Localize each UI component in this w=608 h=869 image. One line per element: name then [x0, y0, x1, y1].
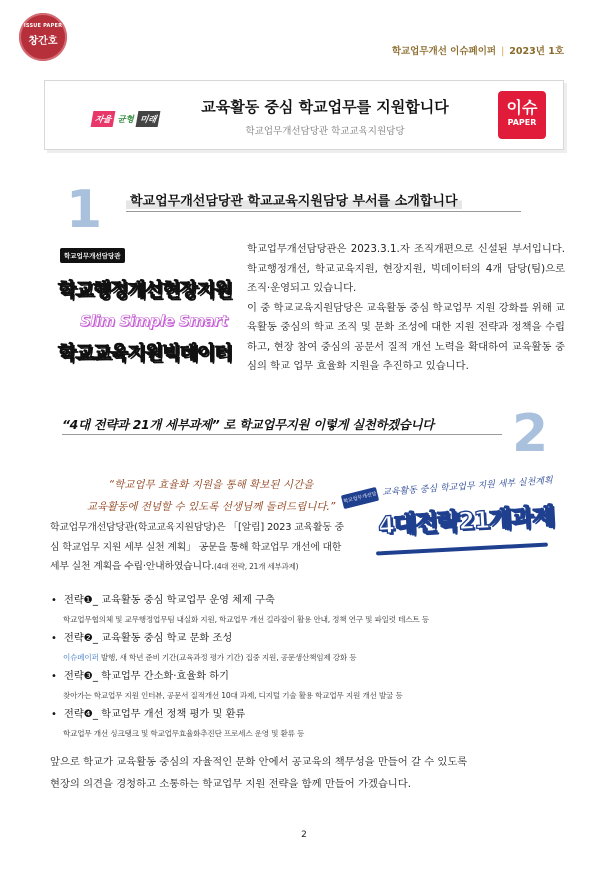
strategy-detail	[50, 611, 570, 629]
seal-bottom-text: 창간호	[28, 36, 58, 47]
section-1-title: 학교업무개선담당관 학교교육지원담당 부서를 소개합니다	[126, 190, 462, 209]
strategy-item	[50, 705, 570, 743]
strategy-detail	[50, 725, 570, 743]
strategy-heading: • 전략❶_ 교육활동 중심 학교업무 운영 체제 구축	[50, 591, 570, 611]
strategy-item	[50, 629, 570, 667]
section-1-underline	[126, 211, 521, 212]
strategy-detail-text: 학교업무협의체 및 교무행정업무팀 내실화 지원, 학교업무 개선 길라잡이 활용 안내, 정책 연구 및 파일럿 테스트 등	[63, 615, 429, 624]
graphic-line-2a: 학교교육지원	[58, 342, 163, 364]
strategy-detail-text: 찾아가는 학교업무 지원 인터뷰, 공문서 질적개선 10대 과제, 디지털 기술 활용 학교업무 지원 개선 발굴 등	[63, 691, 403, 700]
graphic-tag: 학교업무개선담당관	[341, 487, 379, 509]
strategy-detail-highlight: 이슈페이퍼	[63, 653, 99, 662]
graphic-line-2b: 빅데이터	[162, 342, 232, 364]
mission-quote	[66, 474, 356, 518]
strategy-heading: • 전략❷_ 교육활동 중심 학교 문화 조성	[50, 629, 570, 649]
strategy-heading: • 전략❸_ 학교업무 간소화·효율화 하기	[50, 667, 570, 687]
graphic-line-2	[58, 338, 232, 365]
slogan-logo	[92, 107, 164, 123]
strategy-detail-text: 발행, 새 학년 준비 기간(교육과정 평가 기간) 집중 지원, 공문생산책임제 강화 등	[98, 653, 357, 662]
publication-name: 학교업무개선 이슈페이퍼	[391, 46, 497, 57]
section-2-title: “4대 전략과 21개 세부과제” 로 학교업무지원 이렇게 실천하겠습니다	[62, 417, 434, 432]
graphic-slogan: Slim Simple Smart	[80, 312, 228, 330]
section-2-paragraph-text: 학교업무개선담당관(학교교육지원담당)은 「[알림] 2023 교육활동 중심 학교업무 지원 세부 실천 계획」 공문을 통해 학교업무 개선에 대한 세부 실천 계획을 수립·안내하였습니다.	[50, 522, 344, 572]
strategies-graphic	[342, 475, 555, 557]
issue-paper-badge	[498, 91, 546, 139]
graphic-top-text: 교육활동 중심 학교업무 지원 세부 실천계획	[381, 476, 554, 498]
graphic-label: 학교업무개선담당관	[60, 248, 125, 263]
graphic-line-1a: 학교행정개선	[58, 279, 163, 301]
section-1-paragraph-text: 학교업무개선담당관은 2023.3.1.자 조직개편으로 신설된 부서입니다. 학교행정개선, 학교교육지원, 현장지원, 빅데이터의 4개 담당(팀)으로 조직·운영되고 있습니다. 이 중 학교교육지원담당은 교육활동 중심 학교업무 지원 강화를 위해 교육활동 중심의 학교 조직 및 문화 조성에 대한 지원 전략과 정책을 수립하고, 현장 참여 중심의 공문서 질적 개선 노력을 확대하여 교육활동 중심의 학교 업무 효율화 지원을 추진하고 있습니다.	[247, 243, 565, 372]
graphic-line-1b: 현장지원	[162, 279, 232, 301]
quote-line-2: 교육활동에 전념할 수 있도록 선생님께 돌려드립니다.”	[86, 501, 336, 513]
page-number: 2	[301, 830, 307, 840]
section-number-2: 2	[512, 404, 549, 464]
logo-part-3: 미래	[135, 111, 160, 127]
section-2-paragraph	[50, 518, 350, 577]
section-number-1: 1	[66, 180, 103, 240]
strategy-detail	[50, 687, 570, 705]
badge-line-2: PAPER	[507, 118, 537, 127]
publication-header	[392, 43, 564, 57]
banner-subtitle: 학교업무개선담당관 학교교육지원담당	[245, 126, 405, 137]
strategy-detail	[50, 649, 570, 667]
section-1-paragraph	[247, 240, 565, 377]
graphic-line-1	[58, 275, 232, 302]
strategy-list	[50, 591, 570, 743]
closing-line-1: 앞으로 학교가 교육활동 중심의 자율적인 문화 안에서 공교육의 책무성을 만들어 갈 수 있도록	[50, 756, 468, 768]
banner-title: 교육활동 중심 학교업무를 지원합니다	[201, 98, 449, 116]
header-separator: |	[501, 46, 505, 57]
section-2-underline	[62, 434, 502, 435]
quote-line-1: “학교업무 효율화 지원을 통해 확보된 시간을	[108, 479, 314, 491]
graphic-big-text: 4대전략21개과제	[377, 502, 555, 540]
graphic-underline-bar	[376, 543, 548, 556]
closing-line-2: 현장의 의견을 경청하고 소통하는 학교업무 지원 전략을 함께 만들어 가겠습니다.	[50, 778, 411, 790]
seal-top-text: ISSUE PAPER	[23, 23, 63, 29]
strategy-item	[50, 591, 570, 629]
badge-line-1: 이슈	[506, 98, 538, 117]
logo-part-2: 균형	[117, 115, 134, 125]
issue-number: 2023년 1호	[509, 46, 564, 57]
department-teams-graphic	[58, 240, 232, 380]
issue-paper-seal	[19, 13, 67, 61]
strategy-detail-text: 학교업무 개선 싱크탱크 및 학교업무효율화추진단 프로세스 운영 및 환류 등	[63, 729, 305, 738]
title-banner	[44, 80, 564, 150]
section-2-paragraph-note: (4대 전략, 21개 세부과제)	[214, 562, 299, 571]
logo-part-1: 자율	[91, 111, 116, 127]
strategy-heading: • 전략❹_ 학교업무 개선 정책 평가 및 환류	[50, 705, 570, 725]
closing-paragraph	[50, 751, 570, 795]
strategy-item	[50, 667, 570, 705]
